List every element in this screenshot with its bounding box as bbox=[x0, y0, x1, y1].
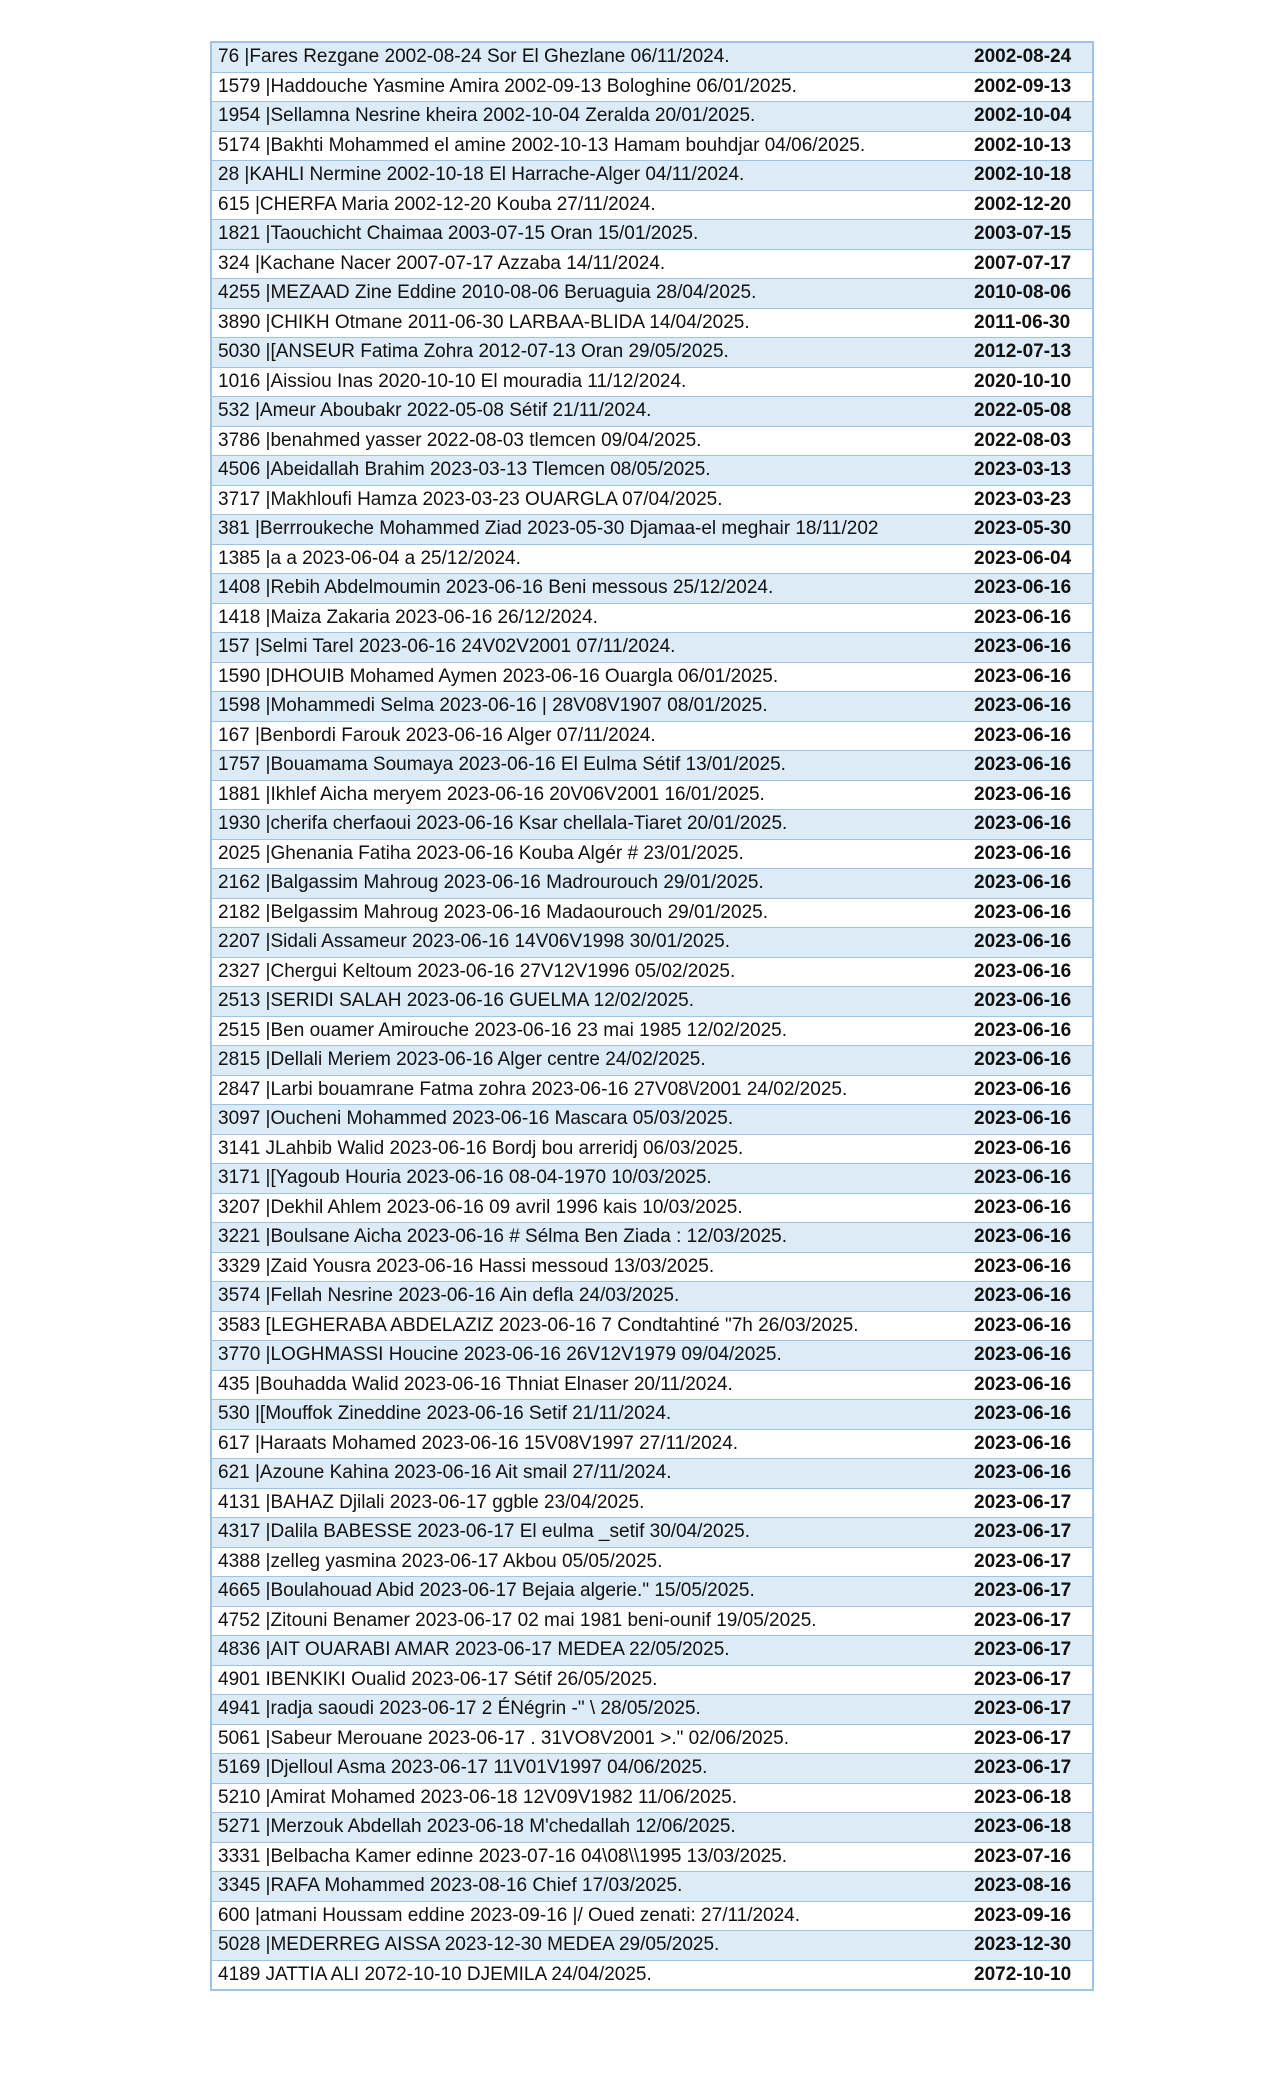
table-row bbox=[211, 1400, 1093, 1430]
record-text-cell: 435 |Bouhadda Walid 2023-06-16 Thniat Elnaser 20/11/2024. bbox=[211, 1370, 956, 1400]
record-date-cell: 2023-06-17 bbox=[956, 1547, 1093, 1577]
table-row bbox=[211, 1341, 1093, 1371]
table-row bbox=[211, 1488, 1093, 1518]
table-row bbox=[211, 898, 1093, 928]
record-date-cell: 2023-03-13 bbox=[956, 456, 1093, 486]
record-text-cell: 615 |CHERFA Maria 2002-12-20 Kouba 27/11/2024. bbox=[211, 190, 956, 220]
table-row bbox=[211, 1547, 1093, 1577]
record-text-cell: 4752 |Zitouni Benamer 2023-06-17 02 mai 1981 beni-ounif 19/05/2025. bbox=[211, 1606, 956, 1636]
record-date-cell: 2023-06-16 bbox=[956, 1370, 1093, 1400]
record-date-cell: 2023-09-16 bbox=[956, 1901, 1093, 1931]
record-text-cell: 1954 |Sellamna Nesrine kheira 2002-10-04 Zeralda 20/01/2025. bbox=[211, 102, 956, 132]
record-date-cell: 2023-06-17 bbox=[956, 1577, 1093, 1607]
record-date-cell: 2002-09-13 bbox=[956, 72, 1093, 102]
table-row bbox=[211, 1636, 1093, 1666]
record-date-cell: 2002-10-18 bbox=[956, 161, 1093, 191]
record-date-cell: 2072-10-10 bbox=[956, 1960, 1093, 1990]
table-row bbox=[211, 249, 1093, 279]
table-row bbox=[211, 1134, 1093, 1164]
record-text-cell: 1757 |Bouamama Soumaya 2023-06-16 El Eulma Sétif 13/01/2025. bbox=[211, 751, 956, 781]
table-row bbox=[211, 42, 1093, 72]
record-text-cell: 3890 |CHIKH Otmane 2011-06-30 LARBAA-BLIDA 14/04/2025. bbox=[211, 308, 956, 338]
table-row bbox=[211, 810, 1093, 840]
table-row bbox=[211, 1754, 1093, 1784]
record-text-cell: 3331 |Belbacha Kamer edinne 2023-07-16 04\08\\1995 13/03/2025. bbox=[211, 1842, 956, 1872]
record-text-cell: 600 |atmani Houssam eddine 2023-09-16 |/ Oued zenati: 27/11/2024. bbox=[211, 1901, 956, 1931]
table-row bbox=[211, 1282, 1093, 1312]
record-text-cell: 4836 |AIT OUARABI AMAR 2023-06-17 MEDEA 22/05/2025. bbox=[211, 1636, 956, 1666]
table-row bbox=[211, 1931, 1093, 1961]
record-text-cell: 1418 |Maiza Zakaria 2023-06-16 26/12/2024. bbox=[211, 603, 956, 633]
table-row bbox=[211, 1724, 1093, 1754]
record-date-cell: 2023-06-16 bbox=[956, 751, 1093, 781]
table-row bbox=[211, 338, 1093, 368]
table-row bbox=[211, 1429, 1093, 1459]
table-row bbox=[211, 161, 1093, 191]
table-row bbox=[211, 869, 1093, 899]
record-text-cell: 3717 |Makhloufi Hamza 2023-03-23 OUARGLA 07/04/2025. bbox=[211, 485, 956, 515]
record-text-cell: 2515 |Ben ouamer Amirouche 2023-06-16 23 mai 1985 12/02/2025. bbox=[211, 1016, 956, 1046]
table-row bbox=[211, 131, 1093, 161]
table-row bbox=[211, 1606, 1093, 1636]
record-date-cell: 2002-08-24 bbox=[956, 42, 1093, 72]
record-date-cell: 2023-06-16 bbox=[956, 869, 1093, 899]
table-row bbox=[211, 839, 1093, 869]
record-date-cell: 2023-06-16 bbox=[956, 780, 1093, 810]
table-row bbox=[211, 426, 1093, 456]
record-date-cell: 2023-06-17 bbox=[956, 1754, 1093, 1784]
record-text-cell: 2207 |Sidali Assameur 2023-06-16 14V06V1998 30/01/2025. bbox=[211, 928, 956, 958]
record-text-cell: 3097 |Oucheni Mohammed 2023-06-16 Mascara 05/03/2025. bbox=[211, 1105, 956, 1135]
table-row bbox=[211, 1016, 1093, 1046]
record-text-cell: 530 |[Mouffok Zineddine 2023-06-16 Setif 21/11/2024. bbox=[211, 1400, 956, 1430]
record-text-cell: 3345 |RAFA Mohammed 2023-08-16 Chief 17/03/2025. bbox=[211, 1872, 956, 1902]
record-text-cell: 1016 |Aissiou Inas 2020-10-10 El mouradia 11/12/2024. bbox=[211, 367, 956, 397]
record-date-cell: 2023-06-16 bbox=[956, 1459, 1093, 1489]
table-row bbox=[211, 279, 1093, 309]
record-text-cell: 3574 |Fellah Nesrine 2023-06-16 Ain defla 24/03/2025. bbox=[211, 1282, 956, 1312]
record-text-cell: 2513 |SERIDI SALAH 2023-06-16 GUELMA 12/02/2025. bbox=[211, 987, 956, 1017]
record-date-cell: 2023-06-17 bbox=[956, 1695, 1093, 1725]
record-date-cell: 2002-10-13 bbox=[956, 131, 1093, 161]
table-row bbox=[211, 1370, 1093, 1400]
record-date-cell: 2023-06-18 bbox=[956, 1783, 1093, 1813]
record-text-cell: 5210 |Amirat Mohamed 2023-06-18 12V09V1982 11/06/2025. bbox=[211, 1783, 956, 1813]
record-date-cell: 2002-10-04 bbox=[956, 102, 1093, 132]
record-date-cell: 2023-08-16 bbox=[956, 1872, 1093, 1902]
record-text-cell: 157 |Selmi Tarel 2023-06-16 24V02V2001 07/11/2024. bbox=[211, 633, 956, 663]
table-row bbox=[211, 928, 1093, 958]
record-text-cell: 1598 |Mohammedi Selma 2023-06-16 | 28V08V1907 08/01/2025. bbox=[211, 692, 956, 722]
record-date-cell: 2023-06-16 bbox=[956, 1075, 1093, 1105]
table-row bbox=[211, 397, 1093, 427]
table-row bbox=[211, 1695, 1093, 1725]
record-text-cell: 3329 |Zaid Yousra 2023-06-16 Hassi messoud 13/03/2025. bbox=[211, 1252, 956, 1282]
table-row bbox=[211, 987, 1093, 1017]
record-date-cell: 2020-10-10 bbox=[956, 367, 1093, 397]
record-text-cell: 4131 |BAHAZ Djilali 2023-06-17 ggble 23/04/2025. bbox=[211, 1488, 956, 1518]
record-text-cell: 381 |Berrroukeche Mohammed Ziad 2023-05-30 Djamaa-el meghair 18/11/202 bbox=[211, 515, 956, 545]
record-date-cell: 2023-06-16 bbox=[956, 1429, 1093, 1459]
record-date-cell: 2023-06-16 bbox=[956, 1016, 1093, 1046]
record-text-cell: 3770 |LOGHMASSI Houcine 2023-06-16 26V12V1979 09/04/2025. bbox=[211, 1341, 956, 1371]
record-date-cell: 2012-07-13 bbox=[956, 338, 1093, 368]
record-date-cell: 2023-06-16 bbox=[956, 1105, 1093, 1135]
table-row bbox=[211, 1901, 1093, 1931]
record-date-cell: 2022-08-03 bbox=[956, 426, 1093, 456]
table-row bbox=[211, 1783, 1093, 1813]
record-date-cell: 2003-07-15 bbox=[956, 220, 1093, 250]
table-row bbox=[211, 633, 1093, 663]
record-text-cell: 5174 |Bakhti Mohammed el amine 2002-10-13 Hamam bouhdjar 04/06/2025. bbox=[211, 131, 956, 161]
record-date-cell: 2023-06-17 bbox=[956, 1665, 1093, 1695]
record-date-cell: 2023-06-16 bbox=[956, 1134, 1093, 1164]
record-date-cell: 2023-06-16 bbox=[956, 987, 1093, 1017]
record-text-cell: 1385 |a a 2023-06-04 a 25/12/2024. bbox=[211, 544, 956, 574]
table-row bbox=[211, 1577, 1093, 1607]
table-row bbox=[211, 220, 1093, 250]
record-date-cell: 2023-05-30 bbox=[956, 515, 1093, 545]
table-row bbox=[211, 721, 1093, 751]
record-date-cell: 2022-05-08 bbox=[956, 397, 1093, 427]
table-row bbox=[211, 1252, 1093, 1282]
record-date-cell: 2023-12-30 bbox=[956, 1931, 1093, 1961]
record-text-cell: 5061 |Sabeur Merouane 2023-06-17 . 31VO8V2001 >." 02/06/2025. bbox=[211, 1724, 956, 1754]
table-row bbox=[211, 662, 1093, 692]
table-row bbox=[211, 1046, 1093, 1076]
table-row bbox=[211, 1813, 1093, 1843]
record-text-cell: 3171 |[Yagoub Houria 2023-06-16 08-04-1970 10/03/2025. bbox=[211, 1164, 956, 1194]
record-text-cell: 4317 |Dalila BABESSE 2023-06-17 El eulma _setif 30/04/2025. bbox=[211, 1518, 956, 1548]
record-date-cell: 2023-06-17 bbox=[956, 1518, 1093, 1548]
table-row bbox=[211, 544, 1093, 574]
table-row bbox=[211, 456, 1093, 486]
record-text-cell: 4506 |Abeidallah Brahim 2023-03-13 Tlemcen 08/05/2025. bbox=[211, 456, 956, 486]
table-row bbox=[211, 1223, 1093, 1253]
record-text-cell: 3207 |Dekhil Ahlem 2023-06-16 09 avril 1996 kais 10/03/2025. bbox=[211, 1193, 956, 1223]
record-text-cell: 1930 |cherifa cherfaoui 2023-06-16 Ksar chellala-Tiaret 20/01/2025. bbox=[211, 810, 956, 840]
record-date-cell: 2023-06-17 bbox=[956, 1488, 1093, 1518]
table-row bbox=[211, 603, 1093, 633]
record-date-cell: 2010-08-06 bbox=[956, 279, 1093, 309]
table-row bbox=[211, 957, 1093, 987]
table-row bbox=[211, 102, 1093, 132]
record-date-cell: 2023-06-16 bbox=[956, 1252, 1093, 1282]
table-row bbox=[211, 751, 1093, 781]
table-row bbox=[211, 780, 1093, 810]
record-date-cell: 2023-06-16 bbox=[956, 957, 1093, 987]
record-text-cell: 4665 |Boulahouad Abid 2023-06-17 Bejaia algerie." 15/05/2025. bbox=[211, 1577, 956, 1607]
record-date-cell: 2023-06-16 bbox=[956, 839, 1093, 869]
table-row bbox=[211, 1842, 1093, 1872]
record-text-cell: 3141 JLahbib Walid 2023-06-16 Bordj bou arreridj 06/03/2025. bbox=[211, 1134, 956, 1164]
record-date-cell: 2023-06-16 bbox=[956, 1223, 1093, 1253]
record-text-cell: 28 |KAHLI Nermine 2002-10-18 El Harrache-Alger 04/11/2024. bbox=[211, 161, 956, 191]
records-table-body bbox=[211, 42, 1093, 1990]
table-row bbox=[211, 308, 1093, 338]
record-text-cell: 5030 |[ANSEUR Fatima Zohra 2012-07-13 Oran 29/05/2025. bbox=[211, 338, 956, 368]
record-text-cell: 3583 [LEGHERABA ABDELAZIZ 2023-06-16 7 Condtahtiné "7h 26/03/2025. bbox=[211, 1311, 956, 1341]
records-table bbox=[210, 41, 1094, 1991]
record-date-cell: 2023-06-04 bbox=[956, 544, 1093, 574]
table-row bbox=[211, 1105, 1093, 1135]
table-row bbox=[211, 1872, 1093, 1902]
record-date-cell: 2023-06-16 bbox=[956, 692, 1093, 722]
record-text-cell: 4388 |zelleg yasmina 2023-06-17 Akbou 05/05/2025. bbox=[211, 1547, 956, 1577]
table-row bbox=[211, 1075, 1093, 1105]
record-text-cell: 167 |Benbordi Farouk 2023-06-16 Alger 07/11/2024. bbox=[211, 721, 956, 751]
record-text-cell: 4189 JATTIA ALI 2072-10-10 DJEMILA 24/04/2025. bbox=[211, 1960, 956, 1990]
table-row bbox=[211, 1193, 1093, 1223]
record-text-cell: 3786 |benahmed yasser 2022-08-03 tlemcen 09/04/2025. bbox=[211, 426, 956, 456]
record-text-cell: 4941 |radja saoudi 2023-06-17 2 ÉNégrin -" \ 28/05/2025. bbox=[211, 1695, 956, 1725]
record-text-cell: 2847 |Larbi bouamrane Fatma zohra 2023-06-16 27V08\/2001 24/02/2025. bbox=[211, 1075, 956, 1105]
table-row bbox=[211, 190, 1093, 220]
record-text-cell: 4255 |MEZAAD Zine Eddine 2010-08-06 Beruaguia 28/04/2025. bbox=[211, 279, 956, 309]
record-text-cell: 5169 |Djelloul Asma 2023-06-17 11V01V1997 04/06/2025. bbox=[211, 1754, 956, 1784]
record-date-cell: 2023-07-16 bbox=[956, 1842, 1093, 1872]
table-row bbox=[211, 692, 1093, 722]
record-date-cell: 2023-06-17 bbox=[956, 1724, 1093, 1754]
record-text-cell: 3221 |Boulsane Aicha 2023-06-16 # Sélma Ben Ziada : 12/03/2025. bbox=[211, 1223, 956, 1253]
record-text-cell: 76 |Fares Rezgane 2002-08-24 Sor El Ghezlane 06/11/2024. bbox=[211, 42, 956, 72]
record-text-cell: 2815 |Dellali Meriem 2023-06-16 Alger centre 24/02/2025. bbox=[211, 1046, 956, 1076]
record-date-cell: 2023-06-16 bbox=[956, 1400, 1093, 1430]
record-text-cell: 1408 |Rebih Abdelmoumin 2023-06-16 Beni messous 25/12/2024. bbox=[211, 574, 956, 604]
record-date-cell: 2023-06-16 bbox=[956, 1341, 1093, 1371]
record-date-cell: 2007-07-17 bbox=[956, 249, 1093, 279]
table-row bbox=[211, 1164, 1093, 1194]
record-date-cell: 2023-06-17 bbox=[956, 1606, 1093, 1636]
record-date-cell: 2023-06-16 bbox=[956, 928, 1093, 958]
record-text-cell: 621 |Azoune Kahina 2023-06-16 Ait smail 27/11/2024. bbox=[211, 1459, 956, 1489]
record-date-cell: 2023-06-16 bbox=[956, 810, 1093, 840]
table-row bbox=[211, 485, 1093, 515]
record-text-cell: 324 |Kachane Nacer 2007-07-17 Azzaba 14/11/2024. bbox=[211, 249, 956, 279]
record-date-cell: 2023-06-16 bbox=[956, 1282, 1093, 1312]
record-text-cell: 2182 |Belgassim Mahroug 2023-06-16 Madaourouch 29/01/2025. bbox=[211, 898, 956, 928]
table-row bbox=[211, 1518, 1093, 1548]
record-date-cell: 2023-06-16 bbox=[956, 898, 1093, 928]
record-date-cell: 2011-06-30 bbox=[956, 308, 1093, 338]
record-date-cell: 2002-12-20 bbox=[956, 190, 1093, 220]
table-row bbox=[211, 1665, 1093, 1695]
table-row bbox=[211, 574, 1093, 604]
record-text-cell: 1579 |Haddouche Yasmine Amira 2002-09-13 Bologhine 06/01/2025. bbox=[211, 72, 956, 102]
record-date-cell: 2023-06-16 bbox=[956, 721, 1093, 751]
table-row bbox=[211, 72, 1093, 102]
table-row bbox=[211, 1960, 1093, 1990]
record-date-cell: 2023-06-16 bbox=[956, 574, 1093, 604]
record-text-cell: 532 |Ameur Aboubakr 2022-05-08 Sétif 21/11/2024. bbox=[211, 397, 956, 427]
record-text-cell: 617 |Haraats Mohamed 2023-06-16 15V08V1997 27/11/2024. bbox=[211, 1429, 956, 1459]
record-text-cell: 2162 |Balgassim Mahroug 2023-06-16 Madrourouch 29/01/2025. bbox=[211, 869, 956, 899]
record-text-cell: 5271 |Merzouk Abdellah 2023-06-18 M'chedallah 12/06/2025. bbox=[211, 1813, 956, 1843]
record-date-cell: 2023-06-16 bbox=[956, 1164, 1093, 1194]
record-date-cell: 2023-06-18 bbox=[956, 1813, 1093, 1843]
record-date-cell: 2023-06-16 bbox=[956, 603, 1093, 633]
record-text-cell: 2025 |Ghenania Fatiha 2023-06-16 Kouba Algér # 23/01/2025. bbox=[211, 839, 956, 869]
table-row bbox=[211, 1311, 1093, 1341]
record-text-cell: 1881 |Ikhlef Aicha meryem 2023-06-16 20V06V2001 16/01/2025. bbox=[211, 780, 956, 810]
record-text-cell: 4901 IBENKIKI Oualid 2023-06-17 Sétif 26/05/2025. bbox=[211, 1665, 956, 1695]
record-date-cell: 2023-06-16 bbox=[956, 1193, 1093, 1223]
record-date-cell: 2023-06-16 bbox=[956, 1311, 1093, 1341]
table-row bbox=[211, 515, 1093, 545]
record-date-cell: 2023-06-16 bbox=[956, 662, 1093, 692]
record-date-cell: 2023-03-23 bbox=[956, 485, 1093, 515]
record-text-cell: 1590 |DHOUIB Mohamed Aymen 2023-06-16 Ouargla 06/01/2025. bbox=[211, 662, 956, 692]
record-date-cell: 2023-06-17 bbox=[956, 1636, 1093, 1666]
table-row bbox=[211, 367, 1093, 397]
record-text-cell: 2327 |Chergui Keltoum 2023-06-16 27V12V1996 05/02/2025. bbox=[211, 957, 956, 987]
record-date-cell: 2023-06-16 bbox=[956, 1046, 1093, 1076]
record-date-cell: 2023-06-16 bbox=[956, 633, 1093, 663]
record-text-cell: 5028 |MEDERREG AISSA 2023-12-30 MEDEA 29/05/2025. bbox=[211, 1931, 956, 1961]
record-text-cell: 1821 |Taouchicht Chaimaa 2003-07-15 Oran 15/01/2025. bbox=[211, 220, 956, 250]
table-row bbox=[211, 1459, 1093, 1489]
